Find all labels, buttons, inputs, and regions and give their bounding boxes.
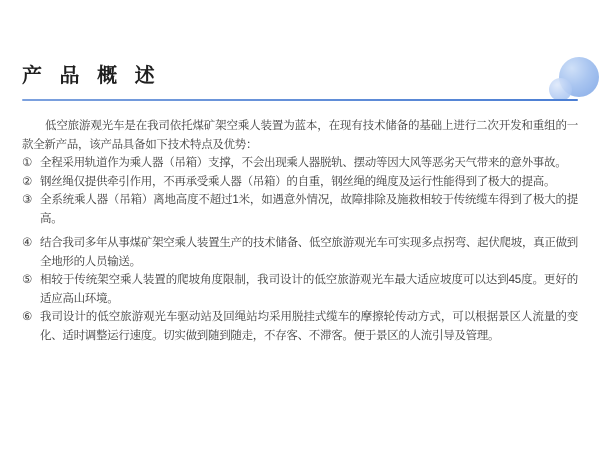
feature-number: ① bbox=[22, 157, 33, 169]
feature-item-4 bbox=[22, 234, 578, 271]
feature-number: ④ bbox=[22, 237, 33, 249]
feature-text: 全系统乘人器（吊箱）离地高度不超过1米，如遇意外情况，故障排除及施救相较于传统缆车得到了极大的提高。 bbox=[40, 194, 578, 225]
decor-circle-small bbox=[549, 78, 572, 101]
feature-number: ② bbox=[22, 175, 33, 188]
feature-text: 钢丝绳仅提供牵引作用，不再承受乘人器（吊箱）的自重，钢丝绳的绳度及运行性能得到了极大的提高。 bbox=[40, 175, 556, 188]
feature-item-3 bbox=[22, 191, 578, 228]
feature-number: ③ bbox=[22, 194, 33, 206]
feature-item-1 bbox=[22, 154, 578, 173]
body-text bbox=[22, 117, 578, 345]
feature-item-5 bbox=[22, 271, 578, 308]
intro-paragraph: 低空旅游观光车是在我司依托煤矿架空乘人装置为蓝本，在现有技术储备的基础上进行二次开发和重组的一款全新产品，该产品具备如下技术特点及优势： bbox=[22, 120, 578, 151]
feature-number: ⑤ bbox=[22, 274, 33, 286]
feature-text: 我司设计的低空旅游观光车驱动站及回绳站均采用脱挂式缆车的摩擦轮传动方式，可以根据景区人流量的变化、适时调整运行速度。切实做到随到随走，不存客、不滞客。便于景区的人流引导及管理。 bbox=[40, 311, 578, 342]
feature-item-6 bbox=[22, 308, 578, 345]
feature-text: 全程采用轨道作为乘人器（吊箱）支撑，不会出现乘人器脱轨、摆动等因大风等恶劣天气带来的意外事故。 bbox=[40, 157, 567, 169]
feature-item-2 bbox=[22, 173, 578, 192]
page-title: 产 品 概 述 bbox=[22, 65, 161, 87]
title-underline bbox=[22, 99, 578, 101]
feature-text: 相较于传统架空乘人装置的爬坡角度限制，我司设计的低空旅游观光车最大适应坡度可以达到45度。更好的适应高山环境。 bbox=[40, 274, 578, 305]
feature-text: 结合我司多年从事煤矿架空乘人装置生产的技术储备、低空旅游观光车可实现多点拐弯、起伏爬坡，真正做到全地形的人员输送。 bbox=[40, 237, 578, 268]
feature-number: ⑥ bbox=[22, 311, 33, 323]
